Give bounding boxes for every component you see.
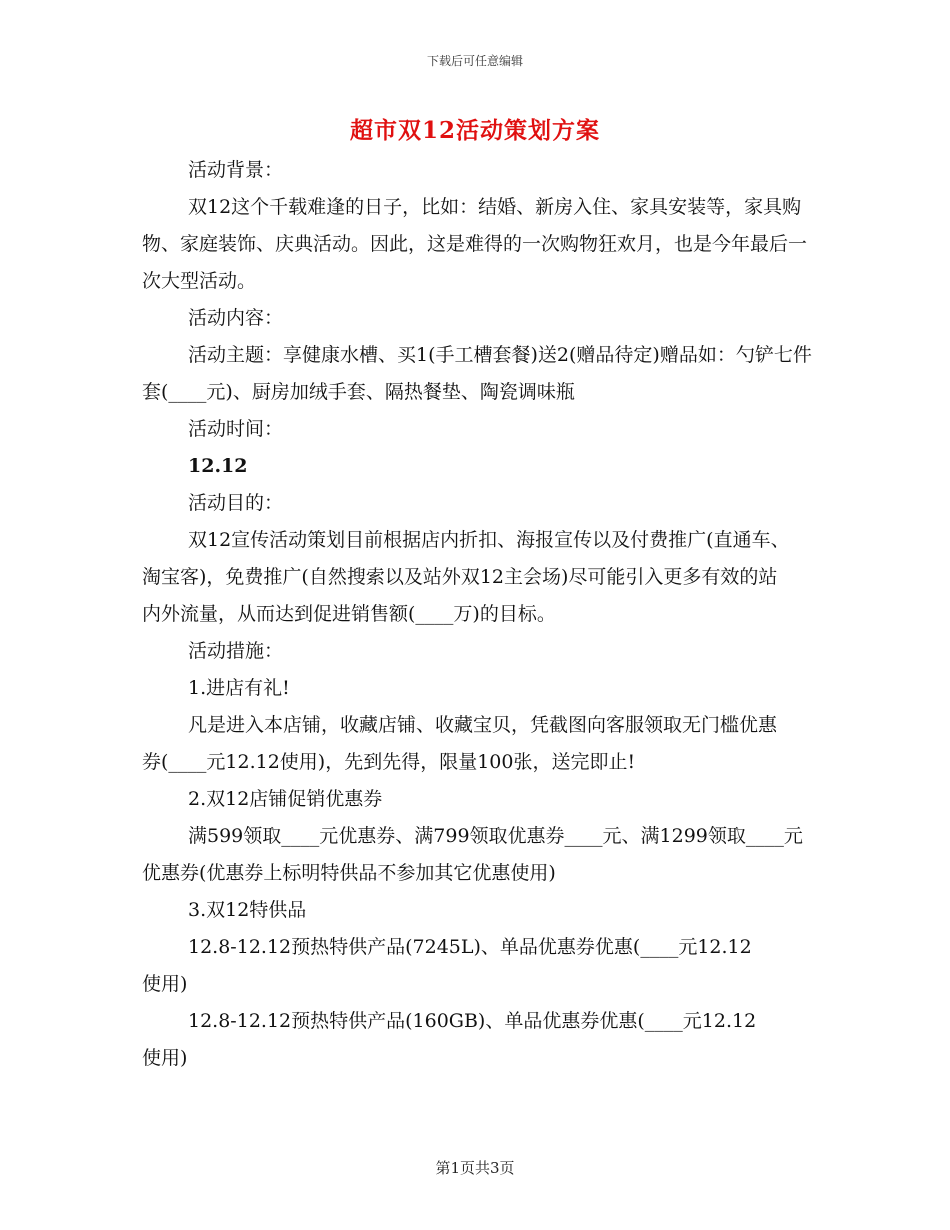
paragraph: 活动措施：	[188, 640, 284, 662]
paragraph: 活动背景：	[188, 159, 284, 181]
paragraph: 3.双12特供品	[188, 899, 307, 921]
paragraph: 活动内容：	[188, 307, 284, 329]
document-title: 超市双12活动策划方案	[349, 117, 600, 144]
header-note: 下载后可任意编辑	[426, 54, 523, 68]
document-body	[142, 152, 812, 1077]
paragraph: 双12这个千载难逢的日子，比如：结婚、新房入住、家具安装等，家具购物、家庭装饰、庆典活动。因此，这是难得的一次购物狂欢月，也是今年最后一次大型活动。	[142, 196, 808, 292]
paragraph: 活动时间：	[188, 418, 284, 440]
paragraph: 12.8-12.12预热特供产品(160GB)、单品优惠券优惠(____元12.12使用)	[142, 1010, 757, 1069]
paragraph: 满599领取____元优惠券、满799领取优惠券____元、满1299领取____元优惠券(优惠券上标明特供品不参加其它优惠使用)	[142, 825, 803, 884]
paragraph: 凡是进入本店铺，收藏店铺、收藏宝贝，凭截图向客服领取无门槛优惠券(____元12.12使用)，先到先得，限量100张，送完即止!	[142, 714, 778, 773]
paragraph: 12.8-12.12预热特供产品(7245L)、单品优惠券优惠(____元12.12使用)	[142, 936, 752, 995]
paragraph: 1.进店有礼!	[188, 677, 290, 699]
paragraph: 活动目的：	[188, 492, 284, 514]
page-footer: 第1页共3页	[435, 1159, 515, 1177]
paragraph: 2.双12店铺促销优惠券	[188, 788, 383, 810]
paragraph: 活动主题：享健康水槽、买1(手工槽套餐)送2(赠品待定)赠品如：勺铲七件套(____元)、厨房加绒手套、隔热餐垫、陶瓷调味瓶	[142, 344, 812, 403]
paragraph: 双12宣传活动策划目前根据店内折扣、海报宣传以及付费推广(直通车、淘宝客)，免费推广(自然搜索以及站外双12主会场)尽可能引入更多有效的站内外流量，从而达到促进销售额(____万)的目标。	[142, 529, 790, 625]
paragraph: 12.12	[188, 455, 248, 477]
